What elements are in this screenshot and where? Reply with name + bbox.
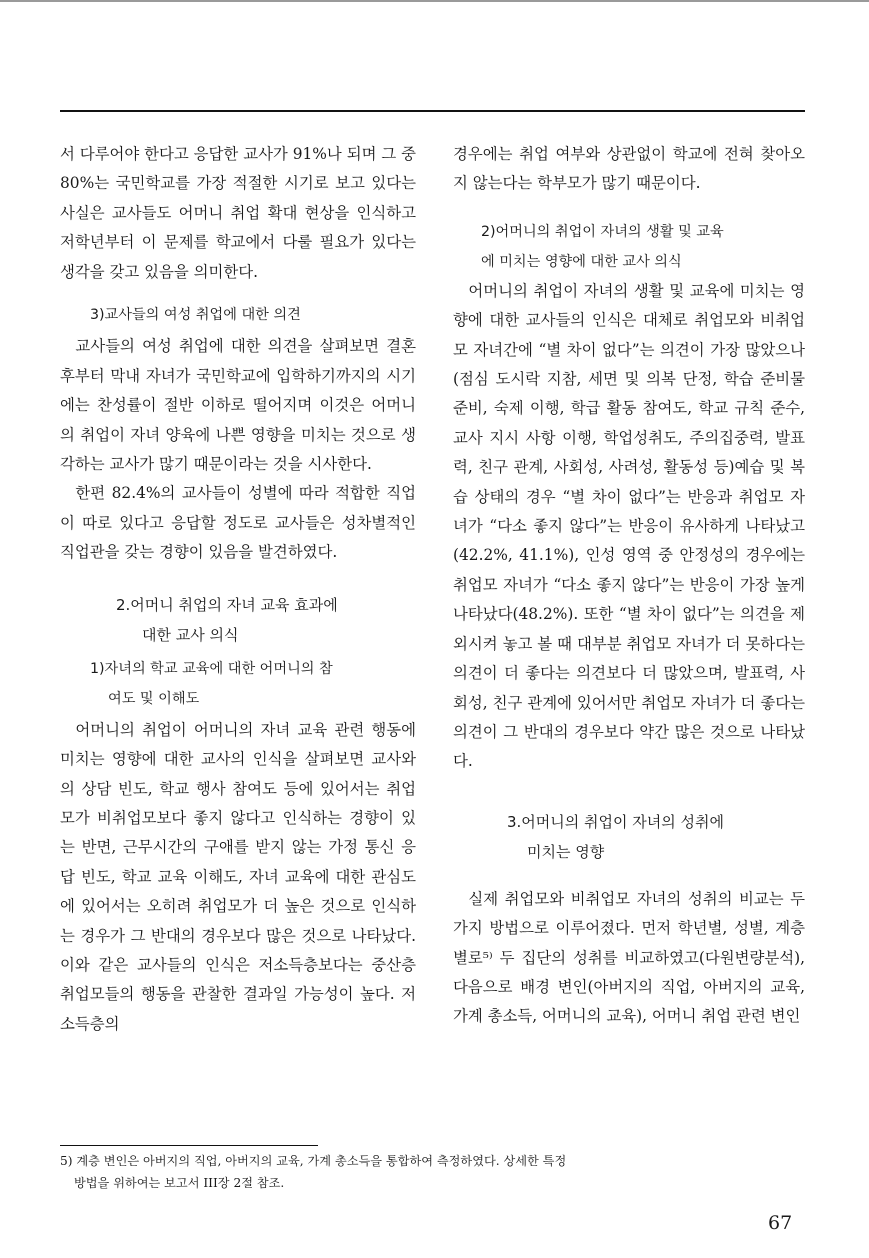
left-column <box>60 140 416 1039</box>
section-heading-2 <box>60 590 416 650</box>
section-heading-3-line-1: 3.어머니의 취업이 자녀의 성취에 <box>507 812 724 831</box>
scan-top-border <box>0 0 869 2</box>
right-paragraph-1: 경우에는 취업 여부와 상관없이 학교에 전혀 찾아오지 않는다는 학부모가 많기 때문이다. <box>453 145 805 193</box>
section-heading-2-line-1: 2.어머니 취업의 자녀 교육 효과에 <box>116 595 338 614</box>
section-heading-3-line-2: 미치는 영향 <box>527 842 605 861</box>
subsection-heading-2-line-2: 에 미치는 영향에 대한 교사 의식 <box>481 253 682 270</box>
subsection-heading-1-line-2: 여도 및 이해도 <box>108 690 200 707</box>
footnote-rule <box>60 1145 318 1146</box>
subsection-heading-1 <box>60 654 416 714</box>
page-number: 67 <box>768 1212 793 1234</box>
footnote-line-2: 방법을 위하여는 보고서 III장 2절 참조. <box>74 1176 285 1190</box>
left-paragraph-3: 한편 82.4%의 교사들이 성별에 따라 적합한 직업이 따로 있다고 응답할 정도로 교사들은 성차별적인 직업관을 갖는 경향이 있음을 발견하였다. <box>60 484 416 562</box>
right-paragraph-2: 어머니의 취업이 자녀의 생활 및 교육에 미치는 영향에 대한 교사들의 인식은 대체로 취업모와 비취업모 자녀간에 “별 차이 없다”는 의견이 가장 많았으나(점심 도시락 지참, 세면 및 의복 단정, 학습 준비물 준비, 숙제 이행, 학급 활동 참여도, 학교 규칙 준수, 교사 지시 사항 이행, 학업성취도, 주의집중력, 발표력, 친구 관계, 사회성, 사려성, 활동성 등)예습 및 복습 상태의 경우 “별 차이 없다”는 반응과 취업모 자녀가 “다소 좋지 않다”는 반응이 유사하게 나타났고(42.2%, 41.1%), 인성 영역 중 안정성의 경우에는 취업모 자녀가 “다소 좋지 않다”는 반응이 가장 높게 나타났다(48.2%). 또한 “별 차이 없다”는 의견을 제외시켜 놓고 볼 때 대부분 취업모 자녀가 더 못하다는 의견이 더 좋다는 의견보다 더 많았으며, 발표력, 사회성, 친구 관계에 있어서만 취업모 자녀가 더 좋다는 의견이 그 반대의 경우보다 약간 많은 것으로 나타났다. <box>453 281 805 771</box>
section-heading-3 <box>453 807 805 867</box>
left-paragraph-1: 서 다루어야 한다고 응답한 교사가 91%나 되며 그 중 80%는 국민학교를 가장 적절한 시기로 보고 있다는 사실은 교사들도 어머니 취업 확대 현상을 인식하고 저학년부터 이 문제를 학교에서 다룰 필요가 있다는 생각을 갖고 있음을 의미한다. <box>60 145 416 281</box>
right-paragraph-3: 실제 취업모와 비취업모 자녀의 성취의 비교는 두 가지 방법으로 이루어졌다. 먼저 학년별, 성별, 계층별로⁵⁾ 두 집단의 성취를 비교하였고(다원변량분석), 다음으로 배경 변인(아버지의 직업, 아버지의 교육, 가계 총소득, 어머니의 교육), 어머니 취업 관련 변인 <box>453 889 805 1026</box>
footnote <box>60 1150 805 1194</box>
left-paragraph-2: 교사들의 여성 취업에 대한 의견을 살펴보면 결혼 후부터 막내 자녀가 국민학교에 입학하기까지의 시기에는 찬성률이 절반 이하로 떨어지며 이것은 어머니의 취업이 자녀 양육에 나쁜 영향을 미치는 것으로 생각하는 교사가 많기 때문이라는 것을 시사한다. <box>60 337 416 474</box>
left-paragraph-4: 어머니의 취업이 어머니의 자녀 교육 관련 행동에 미치는 영향에 대한 교사의 인식을 살펴보면 교사와의 상담 빈도, 학교 행사 참여도 등에 있어서는 취업모가 비취업모보다 좋지 않다고 인식하는 경향이 있는 반면, 근무시간의 구애를 받지 않는 가정 통신 응답 빈도, 학교 교육 이해도, 자녀 교육에 대한 관심도에 있어서는 오히려 취업모가 더 높은 것으로 인식하는 경우가 그 반대의 경우보다 많은 것으로 나타났다. 이와 같은 교사들의 인식은 저소득층보다는 중산층 취업모들의 행동을 관찰한 결과일 가능성이 높다. 저소득층의 <box>60 720 416 1033</box>
heading-teacher-opinion-on-women-employment: 3)교사들의 여성 취업에 대한 의견 <box>90 307 301 324</box>
section-heading-2-line-2: 대한 교사 의식 <box>142 625 239 644</box>
subsection-heading-2-line-1: 2)어머니의 취업이 자녀의 생활 및 교육 <box>481 223 724 240</box>
right-column <box>453 140 805 1032</box>
subsection-heading-2 <box>453 217 805 277</box>
header-rule <box>60 110 805 112</box>
subsection-heading-1-line-1: 1)자녀의 학교 교육에 대한 어머니의 참 <box>90 660 333 677</box>
footnote-line-1: 5) 계층 변인은 아버지의 직업, 아버지의 교육, 가계 총소득을 통합하여 측정하였다. 상세한 특정 <box>60 1154 567 1168</box>
